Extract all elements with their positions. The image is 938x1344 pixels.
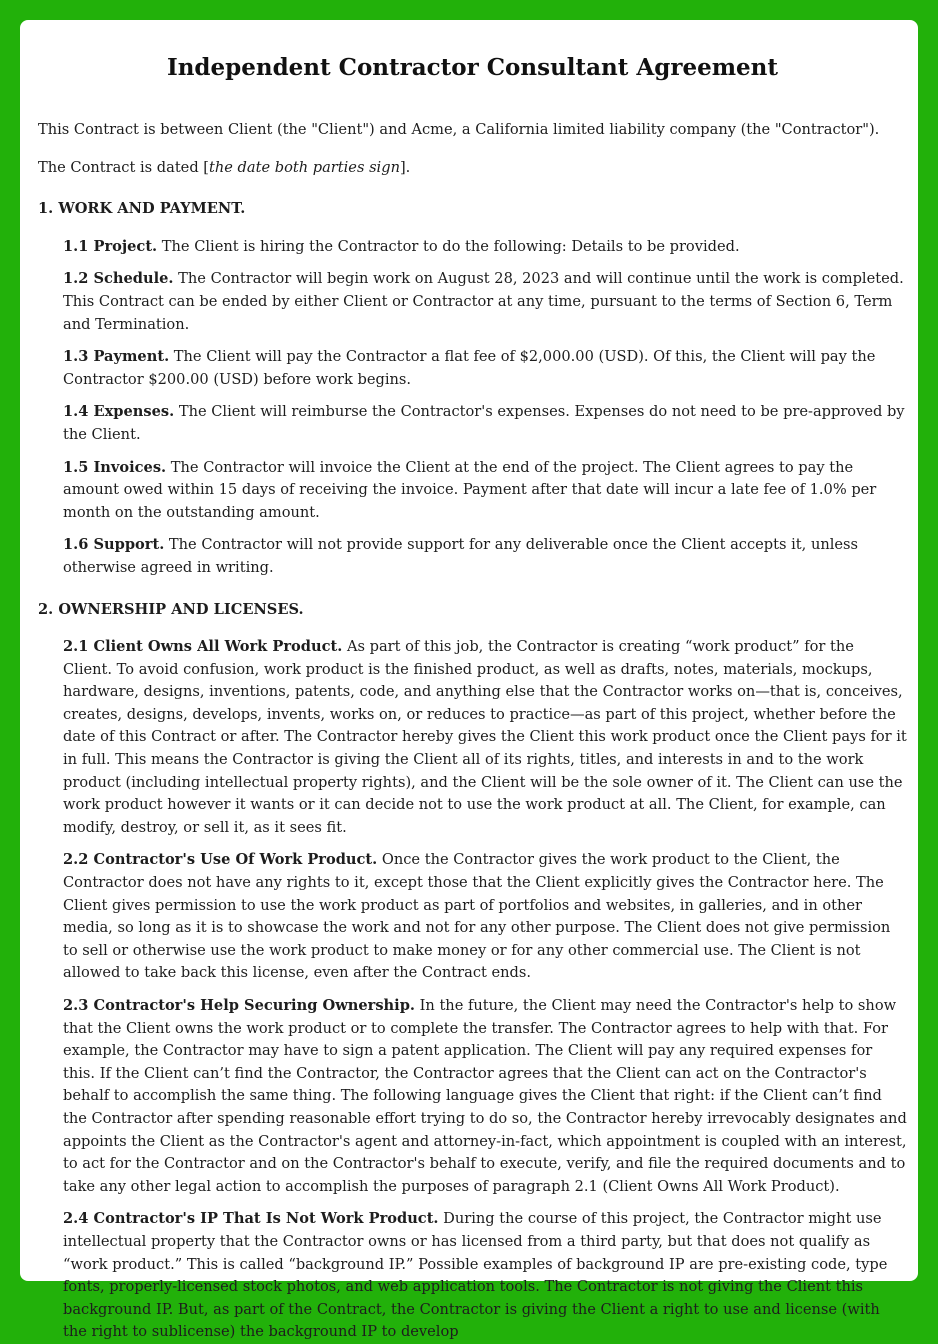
clause-text: The Client will pay the Contractor a flat fee of $2,000.00 (USD). Of this, the Client will pay the Contractor $200.00 (USD) before work begins. — [63, 348, 876, 388]
section-work-and-payment — [38, 198, 907, 579]
clause-1-1-project — [63, 236, 907, 259]
clause-label: 2.2 Contractor's Use Of Work Product. — [63, 851, 378, 869]
intro-paragraph: This Contract is between Client (the "Client") and Acme, a California limited liability company (the "Contractor"). — [38, 121, 880, 138]
clause-2-2-contractor-use — [63, 849, 907, 985]
clause-label: 1.5 Invoices. — [63, 458, 167, 476]
clause-text: The Client is hiring the Contractor to do the following: Details to be provided. — [157, 237, 740, 255]
section-heading: 2. OWNERSHIP AND LICENSES. — [38, 600, 304, 618]
clause-label: 1.3 Payment. — [63, 348, 170, 366]
clause-text: In the future, the Client may need the Contractor's help to show that the Client owns the work product or to complete the transfer. The Contractor agrees to help with that. For example, the Contractor may have to sign a patent application. The Client will pay any required expenses for this. If the Client can’t find the Contractor, the Contractor agrees that the Client can act on the Contractor's behalf to accomplish the same thing. The following language gives the Client that right: if the Client can’t find the Contractor after spending reasonable effort trying to do so, the Contractor hereby irrevocably designates and appoints the Client as the Contractor's agent and attorney-in-fact, which appointment is coupled with an interest, to act for the Contractor and on the Contractor's behalf to execute, verify, and file the required documents and to take any other legal action to accomplish the purposes of paragraph 2.1 (Client Owns All Work Product). — [63, 997, 907, 1195]
clause-text: During the course of this project, the Contractor might use intellectual property that the Contractor owns or has licensed from a third party, but that does not qualify as “work product.” This is called “background IP.” Possible examples of background IP are pre-existing code, type fonts, properly-licensed stock photos, and web application tools. The Contractor is not giving the Client this background IP. But, as part of the Contract, the Contractor is giving the Client a right to use and license (with the right to sublicense) the background IP to develop — [63, 1210, 888, 1341]
clause-label: 1.2 Schedule. — [63, 270, 174, 288]
clause-text: As part of this job, the Contractor is creating “work product” for the Client. To avoid confusion, work product is the finished product, as well as drafts, notes, materials, mockups, hardware, designs, inventions, patents, code, and anything else that the Contractor works on—that is, conceives, creates, designs, develops, invents, works on, or reduces to practice—as part of this project, whether before the date of this Contract or after. The Contractor hereby gives the Client this work product once the Client pays for it in full. This means the Contractor is giving the Client all of its rights, titles, and interests in and to the work product (including intellectual property rights), and the Client will be the sole owner of it. The Client can use the work product however it wants or it can decide not to use the work product at all. The Client, for example, can modify, destroy, or sell it, as it sees fit. — [63, 638, 907, 836]
clause-list — [38, 636, 907, 1344]
date-paragraph — [38, 157, 907, 180]
clause-label: 1.4 Expenses. — [63, 403, 175, 421]
document-title: Independent Contractor Consultant Agreement — [166, 54, 779, 81]
contract-document — [20, 20, 918, 1341]
date-prefix: The Contract is dated [ — [38, 158, 209, 176]
clause-text: The Client will reimburse the Contractor's expenses. Expenses do not need to be pre-approved by the Client. — [63, 403, 905, 443]
clause-1-3-payment — [63, 346, 907, 391]
clause-label: 2.1 Client Owns All Work Product. — [63, 638, 343, 656]
clause-label: 2.3 Contractor's Help Securing Ownership. — [63, 997, 415, 1014]
clause-1-4-expenses — [63, 401, 907, 446]
clause-text: The Contractor will not provide support for any deliverable once the Client accepts it, unless otherwise agreed in writing. — [63, 536, 859, 576]
clause-1-6-support — [63, 534, 907, 579]
section-heading: 1. WORK AND PAYMENT. — [38, 200, 246, 218]
clause-2-3-securing-ownership — [63, 995, 907, 1198]
clause-1-2-schedule — [63, 268, 907, 336]
section-ownership-and-licenses — [38, 599, 907, 1344]
date-placeholder: the date both parties sign — [209, 158, 400, 176]
clause-2-4-background-ip — [63, 1208, 907, 1344]
clause-1-5-invoices — [63, 457, 907, 525]
clause-text: The Contractor will begin work on August 28, 2023 and will continue until the work is completed. This Contract can be ended by either Client or Contractor at any time, pursuant to the terms of Section 6, Term and Termination. — [63, 270, 904, 333]
clause-text: The Contractor will invoice the Client at the end of the project. The Client agrees to pay the amount owed within 15 days of receiving the invoice. Payment after that date will incur a late fee of 1.0% per month on the outstanding amount. — [63, 458, 877, 521]
clause-text: Once the Contractor gives the work product to the Client, the Contractor does not have any rights to it, except those that the Client explicitly gives the Contractor here. The Client gives permission to use the work product as part of portfolios and websites, in galleries, and in other media, so long as it is to showcase the work and not for any other purpose. The Client does not give permission to sell or otherwise use the work product to make money or for any other commercial use. The Client is not allowed to take back this license, even after the Contract ends. — [63, 851, 891, 982]
clause-2-1-client-owns-work-product — [63, 636, 907, 839]
clause-label: 1.1 Project. — [63, 237, 158, 255]
clause-label: 1.6 Support. — [63, 536, 165, 554]
clause-label: 2.4 Contractor's IP That Is Not Work Product. — [63, 1210, 439, 1228]
clause-list — [38, 236, 907, 580]
date-suffix: ]. — [399, 158, 411, 176]
